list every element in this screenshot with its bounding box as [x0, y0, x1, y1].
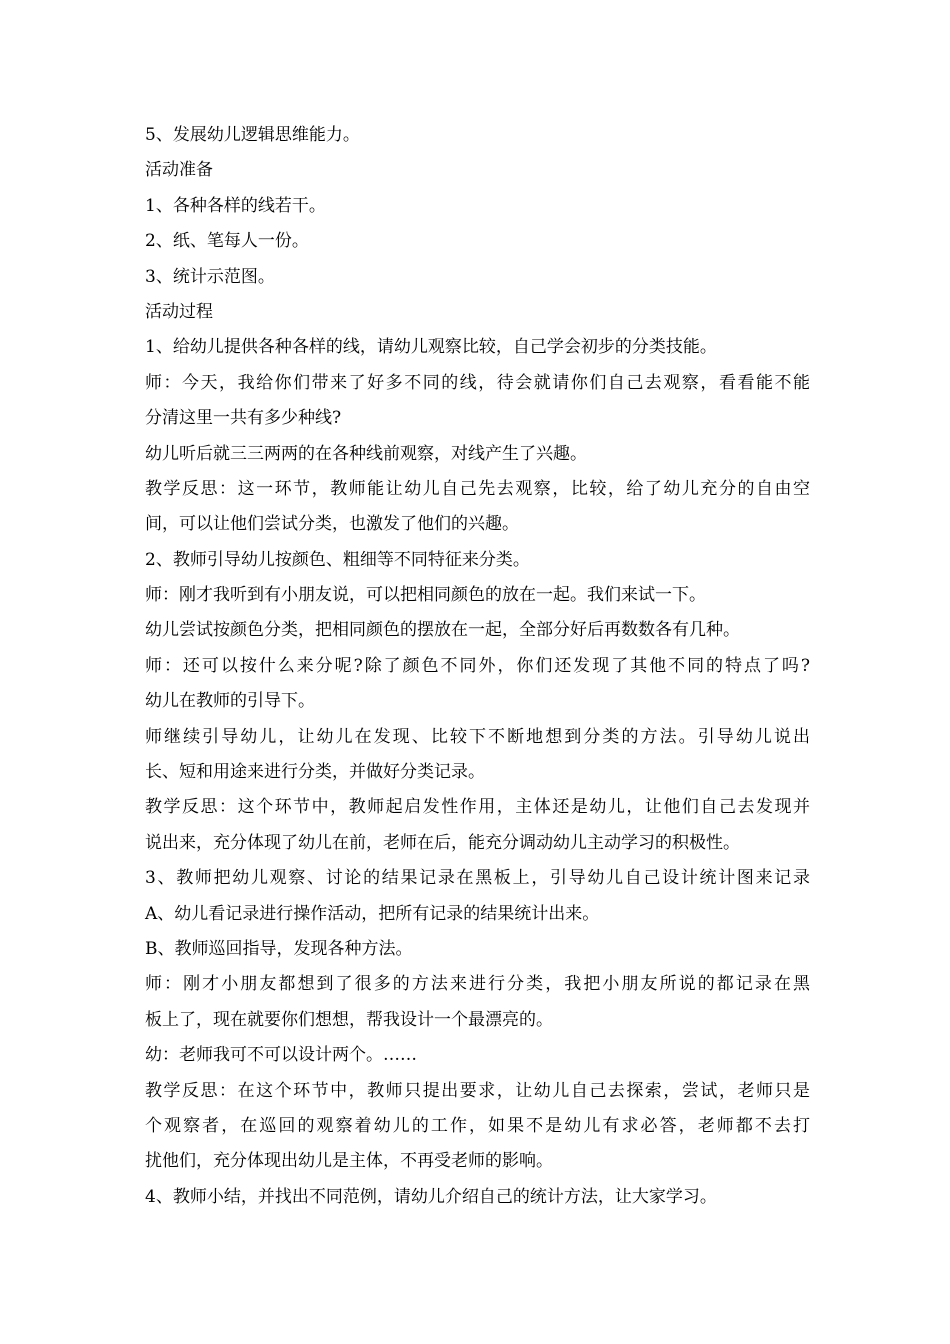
text-line: 师：刚才小朋友都想到了很多的方法来进行分类，我把小朋友所说的都记录在黑 — [145, 974, 810, 995]
text-line: 间，可以让他们尝试分类，也激发了他们的兴趣。 — [145, 514, 519, 535]
text-line: 2、教师引导幼儿按颜色、粗细等不同特征来分类。 — [145, 549, 530, 570]
section-heading-process: 活动过程 — [145, 301, 213, 322]
text-line: 幼儿尝试按颜色分类，把相同颜色的摆放在一起，全部分好后再数数各有几种。 — [145, 620, 740, 641]
text-line: 教学反思：在这个环节中，教师只提出要求，让幼儿自己去探索，尝试，老师只是 — [145, 1080, 810, 1101]
text-line: 师：还可以按什么来分呢?除了颜色不同外，你们还发现了其他不同的特点了吗? — [145, 655, 810, 676]
text-line: 1、各种各样的线若干。 — [145, 195, 326, 216]
text-line: 师：刚才我听到有小朋友说，可以把相同颜色的放在一起。我们来试一下。 — [145, 585, 706, 606]
text-line: 板上了，现在就要你们想想，帮我设计一个最漂亮的。 — [145, 1009, 553, 1030]
text-line: 3、统计示范图。 — [145, 266, 275, 287]
text-line: 3、教师把幼儿观察、讨论的结果记录在黑板上，引导幼儿自己设计统计图来记录 — [145, 868, 810, 889]
text-line: B、教师巡回指导，发现各种方法。 — [145, 938, 413, 959]
text-line: 教学反思：这个环节中，教师起启发性作用，主体还是幼儿，让他们自己去发现并 — [145, 797, 810, 818]
text-line: 师：今天，我给你们带来了好多不同的线，待会就请你们自己去观察，看看能不能 — [145, 372, 810, 393]
document-body — [145, 118, 810, 1215]
text-line: 说出来，充分体现了幼儿在前，老师在后，能充分调动幼儿主动学习的积极性。 — [145, 832, 740, 853]
text-line: 教学反思：这一环节，教师能让幼儿自己先去观察，比较，给了幼儿充分的自由空 — [145, 478, 810, 499]
text-line: 分清这里一共有多少种线? — [145, 408, 342, 429]
text-line: 2、纸、笔每人一份。 — [145, 231, 309, 252]
text-line: 1、给幼儿提供各种各样的线，请幼儿观察比较，自己学会初步的分类技能。 — [145, 337, 717, 358]
text-line: A、幼儿看记录进行操作活动，把所有记录的结果统计出来。 — [145, 903, 600, 924]
text-line: 长、短和用途来进行分类，并做好分类记录。 — [145, 762, 485, 783]
text-line: 幼儿听后就三三两两的在各种线前观察，对线产生了兴趣。 — [145, 443, 587, 464]
text-line: 4、教师小结，并找出不同范例，请幼儿介绍自己的统计方法，让大家学习。 — [145, 1186, 717, 1207]
text-line: 幼儿在教师的引导下。 — [145, 691, 315, 712]
text-line: 扰他们，充分体现出幼儿是主体，不再受老师的影响。 — [145, 1151, 553, 1172]
section-heading-preparation: 活动准备 — [145, 160, 213, 181]
text-line: 个观察者，在巡回的观察着幼儿的工作，如果不是幼儿有求必答，老师都不去打 — [145, 1115, 810, 1136]
text-line: 幼：老师我可不可以设计两个。…… — [145, 1045, 417, 1066]
text-line: 师继续引导幼儿，让幼儿在发现、比较下不断地想到分类的方法。引导幼儿说出 — [145, 726, 810, 747]
text-line: 5、发展幼儿逻辑思维能力。 — [145, 125, 360, 145]
